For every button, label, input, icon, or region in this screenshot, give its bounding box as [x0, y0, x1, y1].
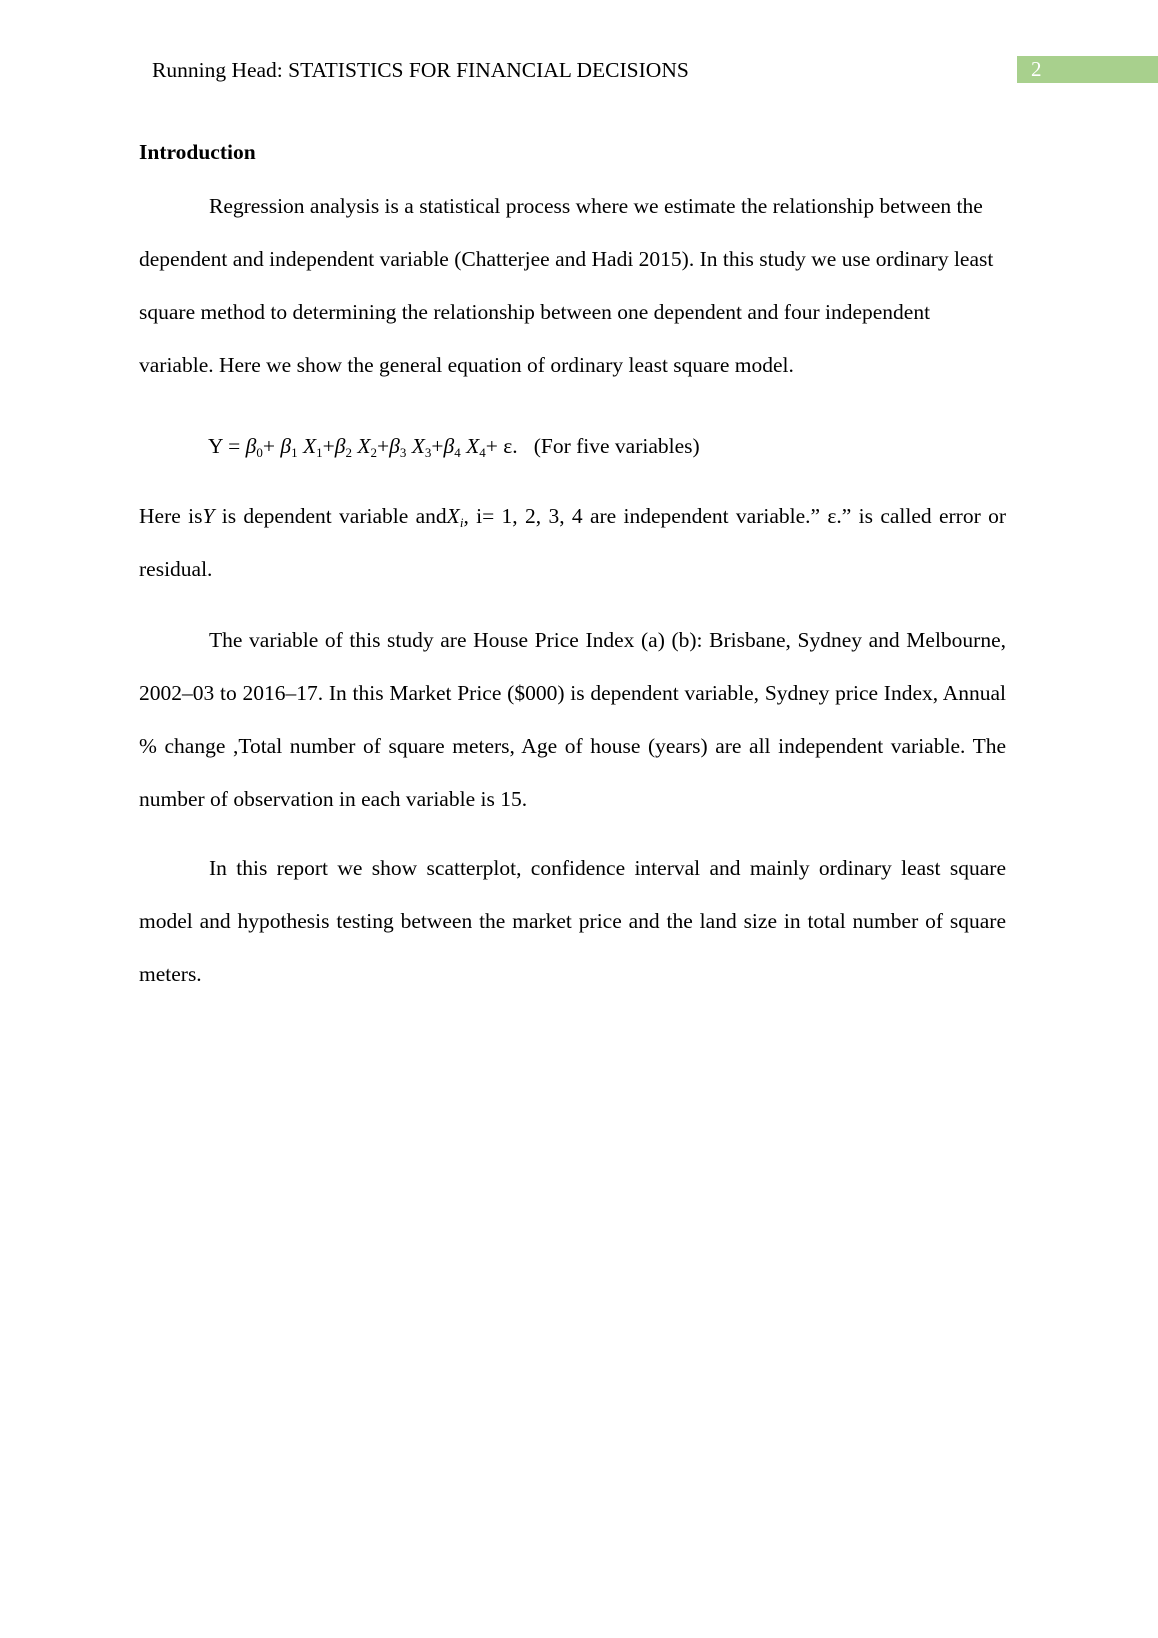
var-y: Y — [202, 504, 215, 528]
var-x: X — [446, 504, 460, 528]
paragraph-variables: The variable of this study are House Price Index (a) (b): Brisbane, Sydney and Melbourne, 2002–03 to 2016–17. In this Market Price ($000) is dependent variable, Sydney price Index, Annual % change ,Total number of square meters, Age of house (years) are all independent variable. The number of observation in each variable is 15. — [139, 628, 1006, 811]
var-x-sub: i — [459, 515, 464, 530]
equation-lhs: Y = — [208, 434, 246, 458]
equation-note: (For five variables) — [533, 434, 700, 458]
definition-text: , i= 1, 2, 3, 4 are independent variable.” ε.” is called error or residual. — [139, 504, 1006, 581]
equation: $Y = \beta_0+ \beta_1$ $X_1+\beta_2$ $X_2+\beta_3$ $X_3+\beta_4$ $X_4+ \varepsilon$. (For five variables) — [208, 434, 700, 460]
definition-text: Here is — [139, 504, 203, 528]
paragraph-definition — [139, 490, 1006, 596]
definition-text: is dependent variable and — [214, 504, 447, 528]
equation-end: + ε. — [485, 434, 518, 458]
page-number: 2 — [1017, 56, 1158, 83]
paragraph-intro: Regression analysis is a statistical process where we estimate the relationship between the dependent and independent variable (Chatterjee and Hadi 2015). In this study we use ordinary least square method to determining the relationship between one dependent and four independent variable. Here we show the general equation of ordinary least square model. — [139, 194, 994, 377]
paragraph-report: In this report we show scatterplot, confidence interval and mainly ordinary least square model and hypothesis testing between the market price and the land size in total number of square meters. — [139, 856, 1006, 986]
running-head: Running Head: STATISTICS FOR FINANCIAL DECISIONS — [152, 58, 689, 82]
section-heading: Introduction — [139, 140, 256, 164]
